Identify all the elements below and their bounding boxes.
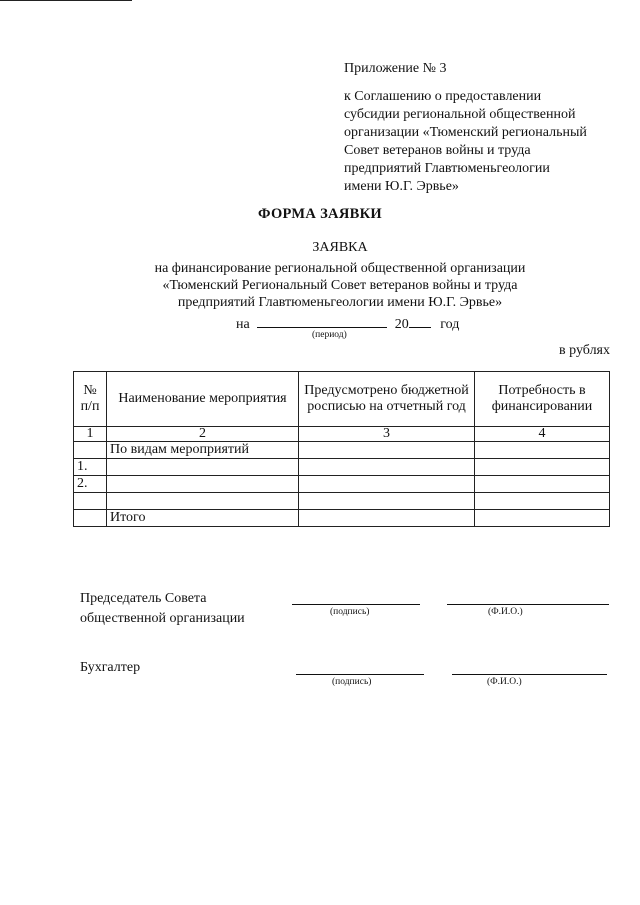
table-cell[interactable] — [299, 459, 475, 476]
request-heading: ЗАЯВКА — [312, 240, 368, 255]
table-row-total — [74, 510, 610, 527]
accountant-name-line[interactable] — [452, 674, 607, 675]
period-suffix: год — [440, 317, 460, 332]
chairman-label — [80, 589, 245, 629]
header-need: Потребность в финансировании — [475, 372, 610, 427]
table-row — [74, 459, 610, 476]
request-line: на финансирование региональной общественной организации — [154, 261, 526, 276]
request-line: «Тюменский Региональный Совет ветеранов войны и труда — [162, 278, 518, 293]
chairman-line2: общественной организации — [80, 611, 245, 626]
table-cell[interactable] — [475, 493, 610, 510]
column-number: 2 — [107, 427, 299, 442]
header-event-name: Наименование мероприятия — [107, 372, 299, 427]
chairman-signature-line[interactable] — [292, 604, 420, 605]
period-prefix: на — [236, 317, 250, 332]
table-cell[interactable] — [475, 442, 610, 459]
request-table — [73, 371, 610, 527]
table-cell[interactable] — [107, 493, 299, 510]
table-cell[interactable]: 1. — [74, 459, 107, 476]
period-caption: (период) — [312, 330, 347, 340]
column-number-row — [74, 427, 610, 442]
accountant-signature-caption: (подпись) — [332, 677, 372, 687]
table-cell[interactable] — [299, 442, 475, 459]
table-cell[interactable] — [74, 510, 107, 527]
chairman-signature-caption: (подпись) — [330, 607, 370, 617]
currency-note: в рублях — [559, 343, 610, 358]
request-description — [0, 260, 640, 311]
column-number: 1 — [74, 427, 107, 442]
table-header-row — [74, 372, 610, 427]
header-number: № п/п — [74, 372, 107, 427]
table-cell[interactable]: 2. — [74, 476, 107, 493]
appendix-title: Приложение № 3 — [344, 61, 447, 76]
appendix-line: Совет ветеранов войны и труда — [344, 143, 531, 158]
table-cell[interactable]: По видам мероприятий — [107, 442, 299, 459]
table-cell[interactable] — [475, 476, 610, 493]
appendix-line: организации «Тюменский региональный — [344, 125, 587, 140]
table-cell[interactable]: Итого — [107, 510, 299, 527]
table-row — [74, 493, 610, 510]
appendix-line: субсидии региональной общественной — [344, 107, 576, 122]
accountant-label: Бухгалтер — [80, 660, 141, 675]
year-field[interactable] — [409, 313, 431, 328]
table-cell[interactable] — [475, 459, 610, 476]
appendix-line: имени Ю.Г. Эрвье» — [344, 179, 459, 194]
column-number: 3 — [299, 427, 475, 442]
table-cell[interactable] — [107, 459, 299, 476]
table-cell[interactable] — [299, 493, 475, 510]
top-rule — [0, 0, 132, 1]
period-row — [236, 313, 459, 333]
chairman-name-caption: (Ф.И.О.) — [488, 607, 523, 617]
table-row — [74, 476, 610, 493]
column-number: 4 — [475, 427, 610, 442]
period-field[interactable] — [257, 313, 387, 328]
accountant-name-caption: (Ф.И.О.) — [487, 677, 522, 687]
chairman-line1: Председатель Совета — [80, 591, 207, 606]
header-budget: Предусмотрено бюджетной росписью на отчетный год — [299, 372, 475, 427]
table-cell[interactable] — [299, 476, 475, 493]
appendix-line: к Соглашению о предоставлении — [344, 89, 542, 104]
chairman-name-line[interactable] — [447, 604, 609, 605]
table-cell[interactable] — [299, 510, 475, 527]
table-cell[interactable] — [74, 493, 107, 510]
table-cell[interactable] — [475, 510, 610, 527]
request-line: предприятий Главтюменьгеологии имени Ю.Г. Эрвье» — [177, 295, 503, 310]
table-row — [74, 442, 610, 459]
appendix-block — [344, 60, 624, 196]
table-cell[interactable] — [107, 476, 299, 493]
form-title: ФОРМА ЗАЯВКИ — [258, 206, 382, 222]
period-year-prefix: 20 — [394, 317, 409, 332]
appendix-line: предприятий Главтюменьгеологии — [344, 161, 550, 176]
table-cell[interactable] — [74, 442, 107, 459]
accountant-signature-line[interactable] — [296, 674, 424, 675]
